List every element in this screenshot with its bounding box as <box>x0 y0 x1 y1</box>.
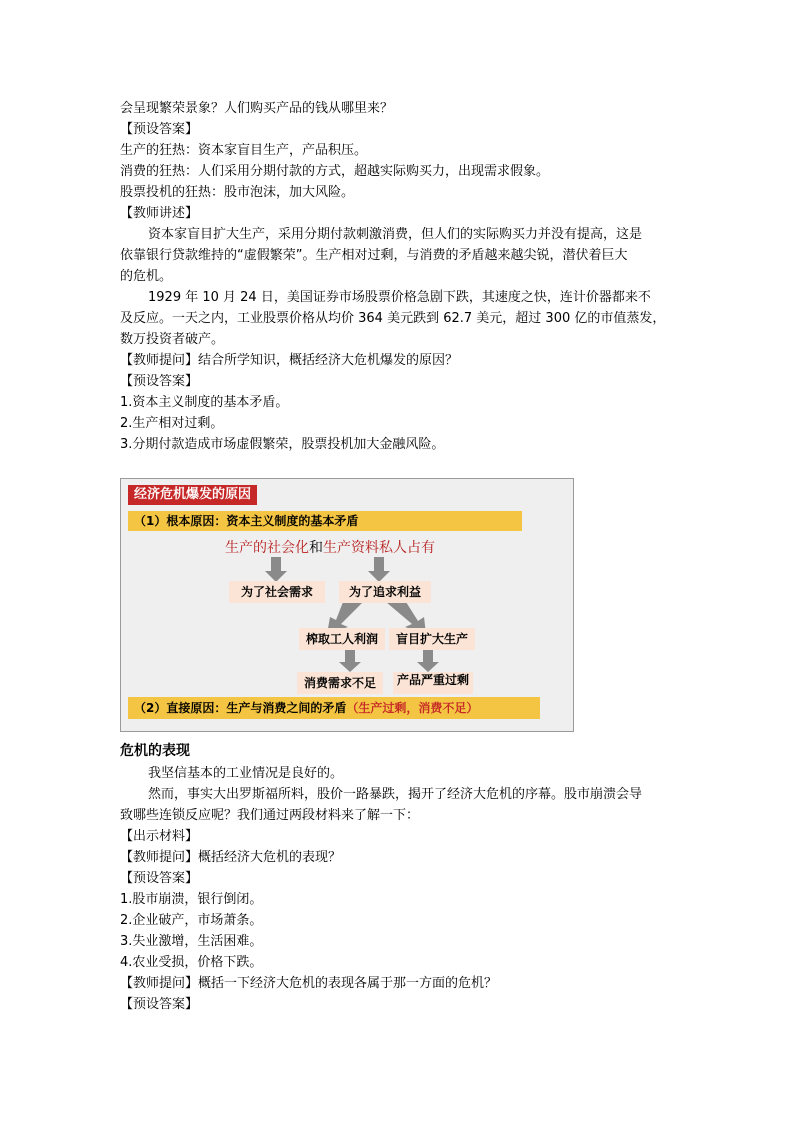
causes-slide <box>120 478 574 732</box>
paragraph-line: 然而，事实大出罗斯福所料，股价一路暴跌，揭开了经济大危机的序幕。股市崩溃会导 <box>148 787 643 802</box>
answer-item: 1.股市崩溃，银行倒闭。 <box>120 892 263 907</box>
text-line: 消费的狂热：人们采用分期付款的方式，超越实际购买力，出现需求假象。 <box>120 164 550 179</box>
paragraph-line: 资本家盲目扩大生产，采用分期付款刺激消费，但人们的实际购买力并没有提高，这是 <box>148 227 643 242</box>
root-cause-band: （1）根本原因：资本主义制度的基本矛盾 <box>128 511 522 531</box>
direct-cause-detail: （生产过剩，消费不足） <box>346 701 479 715</box>
paragraph-line: 致哪些连锁反应呢？我们通过两段材料来了解一下： <box>120 808 420 823</box>
paragraph-line: 1929 年 10 月 24 日，美国证券市场股票价格急剧下跌，其速度之快，连计价器都来不 <box>148 290 651 305</box>
text-line: 生产的狂热：资本家盲目生产，产品积压。 <box>120 143 368 158</box>
paragraph-line: 数万投资者破产。 <box>120 332 225 347</box>
box-social-demand: 为了社会需求 <box>229 581 325 603</box>
flow-arrows <box>121 479 575 733</box>
teacher-question: 【教师提问】概括一下经济大危机的表现各属于那一方面的危机？ <box>120 976 498 991</box>
box-insufficient-demand: 消费需求不足 <box>297 672 383 694</box>
section-heading: 危机的表现 <box>120 743 190 759</box>
label-preset-answer: 【预设答案】 <box>120 997 199 1012</box>
paragraph-line: 及反应。一天之内，工业股票价格从均价 364 美元跌到 62.7 美元，超过 300 亿的市值蒸发， <box>120 311 666 326</box>
arrow-down-exploit <box>339 650 361 672</box>
slide-title: 经济危机爆发的原因 <box>128 485 257 505</box>
teacher-question: 【教师提问】结合所学知识，概括经济大危机爆发的原因？ <box>120 353 459 368</box>
box-blind-expansion: 盲目扩大生产 <box>389 628 475 650</box>
box-overproduction: 产品严重过剩 <box>393 672 473 694</box>
arrow-down-blind <box>417 650 439 672</box>
answer-item: 3.失业激增，生活困难。 <box>120 934 263 949</box>
text-line: 股票投机的狂热：股市泡沫，加大风险。 <box>120 185 355 200</box>
box-pursue-profit: 为了追求利益 <box>339 581 431 603</box>
answer-item: 2.生产相对过剩。 <box>120 416 224 431</box>
direct-cause-band <box>128 697 540 719</box>
answer-item: 2.企业破产，市场萧条。 <box>120 913 263 928</box>
paragraph-line: 依靠银行贷款维持的“虚假繁荣”。生产相对过剩，与消费的矛盾越来越尖锐，潜伏着巨大 <box>120 248 628 263</box>
paragraph-line: 我坚信基本的工业情况是良好的。 <box>148 766 344 781</box>
label-preset-answer: 【预设答案】 <box>120 871 199 886</box>
teacher-question: 【教师提问】概括经济大危机的表现？ <box>120 850 342 865</box>
label-show-material: 【出示材料】 <box>120 829 199 844</box>
private-ownership-text: 生产资料私人占有 <box>323 540 435 556</box>
and-text: 和 <box>309 540 323 556</box>
socialization-text: 生产的社会化 <box>225 540 309 556</box>
direct-cause-text: （2）直接原因：生产与消费之间的矛盾 <box>134 701 347 715</box>
label-teacher-narration: 【教师讲述】 <box>120 206 199 221</box>
text-line: 会呈现繁荣景象？人们购买产品的钱从哪里来？ <box>120 101 394 116</box>
label-preset-answer: 【预设答案】 <box>120 374 199 389</box>
arrow-down-right <box>368 557 390 582</box>
answer-item: 4.农业受损，价格下跌。 <box>120 955 263 970</box>
answer-item: 1.资本主义制度的基本矛盾。 <box>120 395 289 410</box>
arrow-down-left <box>265 557 287 582</box>
paragraph-line: 的危机。 <box>120 269 173 284</box>
box-exploit-workers: 榨取工人利润 <box>299 628 385 650</box>
answer-item: 3.分期付款造成市场虚假繁荣，股票投机加大金融风险。 <box>120 437 445 452</box>
label-preset-answer: 【预设答案】 <box>120 122 199 137</box>
